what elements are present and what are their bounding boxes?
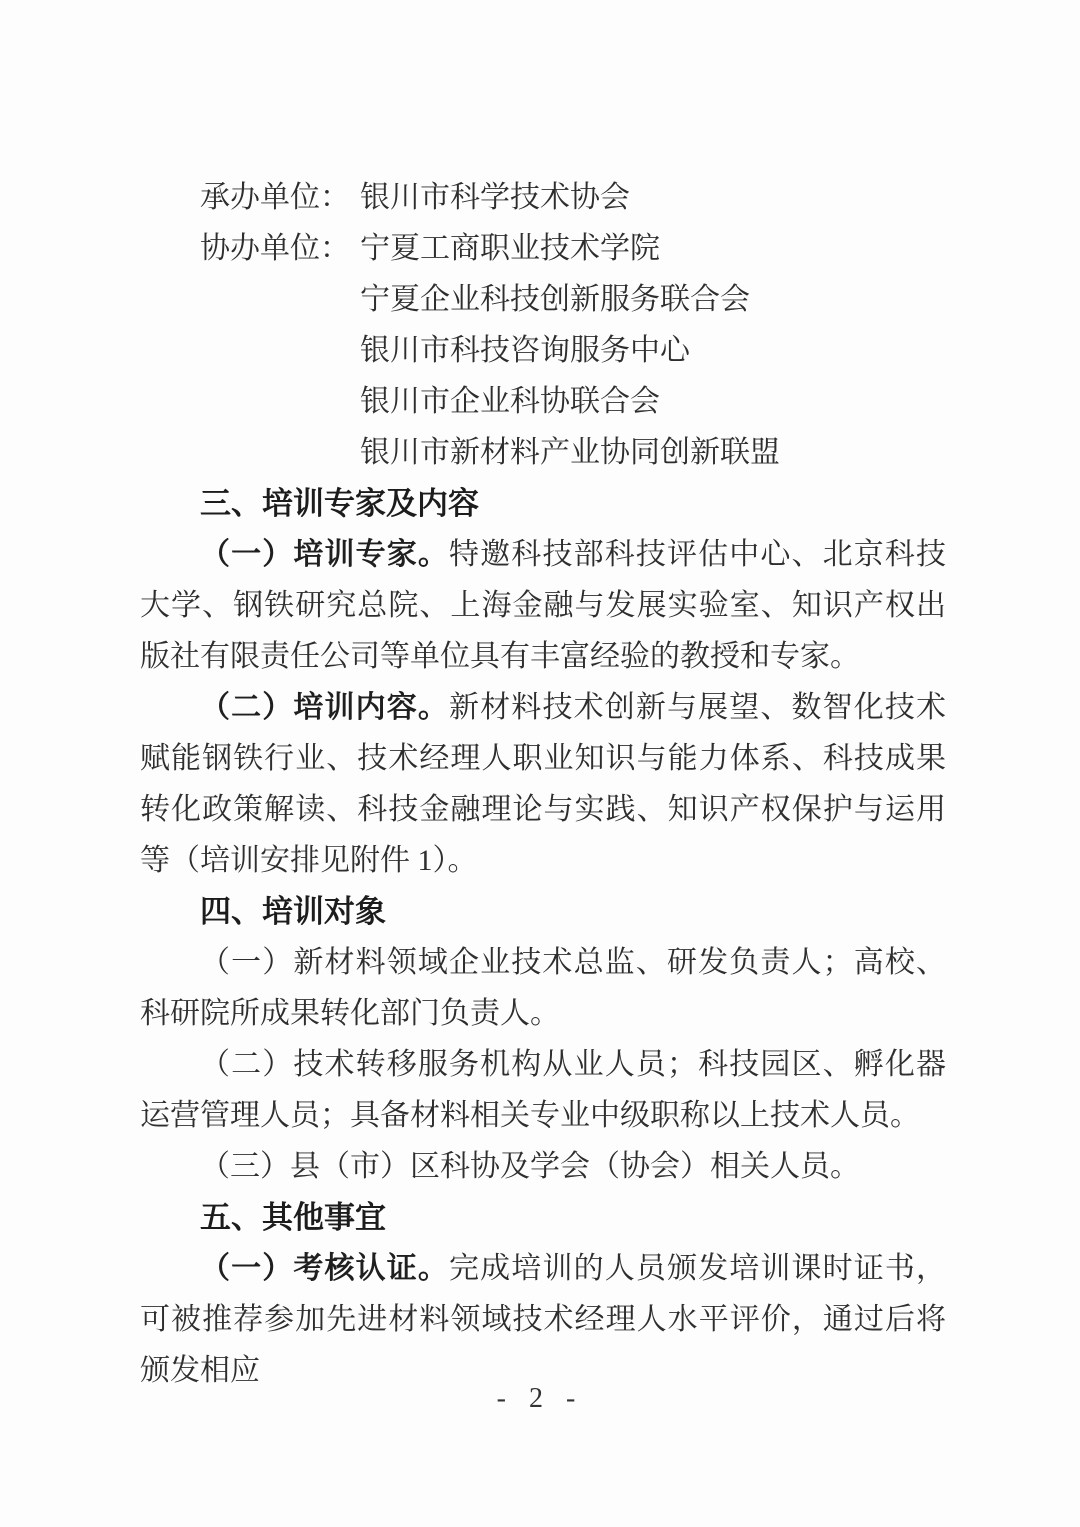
paragraph-training-content [140,682,946,886]
paragraph-trainees-3 [140,1141,946,1192]
paragraph-text: （一）新材料领域企业技术总监、研发负责人；高校、科研院所成果转化部门负责人。 [140,946,946,1030]
paragraph-text: （三）县（市）区科协及学会（协会）相关人员。 [200,1150,860,1183]
page-number: - 2 - [496,1383,584,1414]
paragraph-text: 完成培训的人员颁发培训课时证书，可被推荐参加先进材料领域技术经理人水平评价，通过后将颁发相应 [140,1252,947,1387]
paragraph-text: 特邀科技部科技评估中心、北京科技大学、钢铁研究总院、上海金融与发展实验室、知识产权出版社有限责任公司等单位具有丰富经验的教授和专家。 [140,538,947,673]
co-organizer-value: 银川市新材料产业协同创新联盟 [360,436,780,469]
host-organizer-label: 承办单位： [200,181,350,214]
co-organizer-value: 银川市企业科协联合会 [360,385,660,418]
organizer-block [140,172,946,478]
co-organizer-label: 协办单位： [200,232,350,265]
co-organizer-row [140,223,946,274]
section-heading-other-matters: 五、其他事宜 [200,1200,386,1235]
paragraph-lead: （一）考核认证。 [200,1252,450,1285]
co-organizer-value: 宁夏企业科技创新服务联合会 [360,283,750,316]
host-organizer-row [140,172,946,223]
co-organizer-value: 宁夏工商职业技术学院 [360,232,660,265]
section-heading-training-experts: 三、培训专家及内容 [200,486,479,521]
paragraph-assessment-certification [140,1243,946,1396]
paragraph-lead: （二）培训内容。 [200,691,450,724]
host-organizer-value: 银川市科学技术协会 [360,181,630,214]
paragraph-text: （二）技术转移服务机构从业人员；科技园区、孵化器运营管理人员；具备材料相关专业中级职称以上技术人员。 [140,1048,946,1132]
paragraph-training-experts [140,529,946,682]
co-organizer-value: 银川市科技咨询服务中心 [360,334,690,367]
section-heading-trainees: 四、培训对象 [200,894,386,929]
paragraph-trainees-2 [140,1039,946,1141]
paragraph-text: 新材料技术创新与展望、数智化技术赋能钢铁行业、技术经理人职业知识与能力体系、科技成果转化政策解读、科技金融理论与实践、知识产权保护与运用等（培训安排见附件 1）。 [140,691,947,877]
paragraph-lead: （一）培训专家。 [200,538,450,571]
paragraph-trainees-1 [140,937,946,1039]
